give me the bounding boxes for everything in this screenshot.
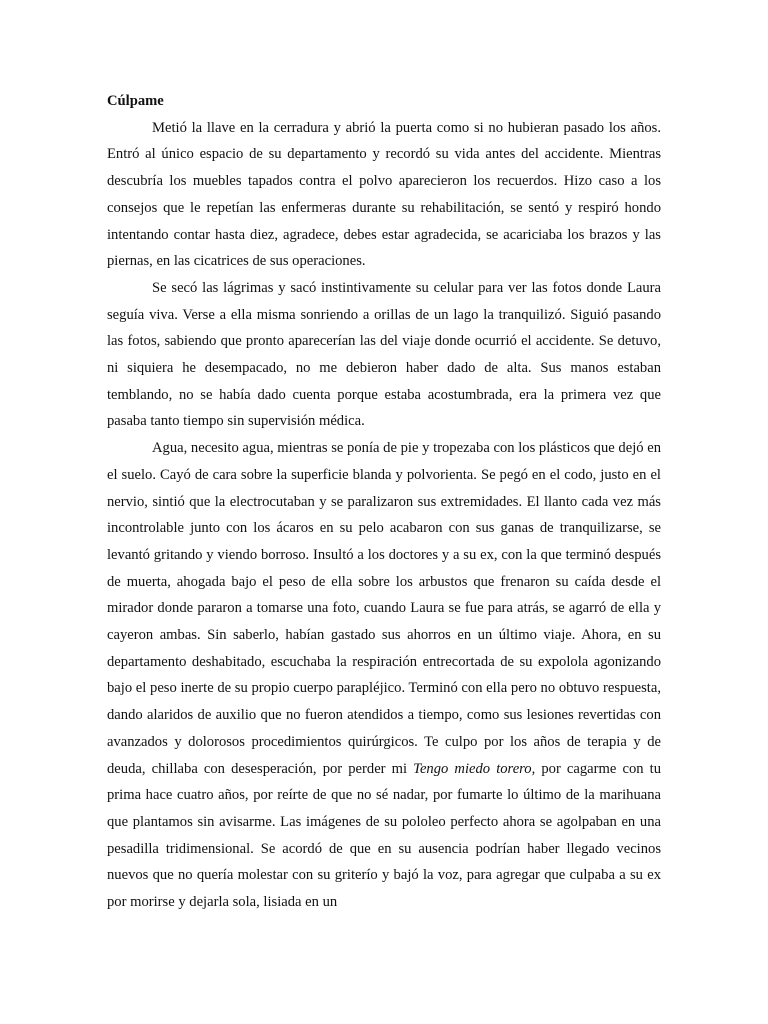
paragraph-1: Metió la llave en la cerradura y abrió la puerta como si no hubieran pasado los años. Entró al único espacio de su departamento y recordó su vida antes del accidente. Mientras descubría los muebles tapados contra el polvo aparecieron los recuerdos. Hizo caso a los consejos que le repetían las enfermeras durante su rehabilitación, se sentó y respiró hondo intentando contar hasta diez, agradece, debes estar agradecida, se acariciaba los brazos y las piernas, en las cicatrices de sus operaciones.: [107, 119, 661, 270]
paragraph-3-text-after: , por cagarme con tu prima hace cuatro años, por reírte de que no sé nadar, por fumarte lo último de la marihuana que plantamos sin avisarme. Las imágenes de su pololeo perfecto ahora se agolpaban en una pesadilla tridimensional. Se acordó de que en su ausencia podrían haber llegado vecinos nuevos que no quería molestar con su griterío y bajó la voz, para agregar que culpaba a su ex por morirse y dejarla sola, lisiada en un: [107, 760, 661, 911]
paragraph-3-text-before: Agua, necesito agua, mientras se ponía de pie y tropezaba con los plásticos que dejó en el suelo. Cayó de cara sobre la superficie blanda y polvorienta. Se pegó en el codo, justo en el nervio, sintió que la electrocutaban y se paralizaron sus extremidades. El llanto cada vez más incontrolable junto con los ácaros en su pelo acabaron con sus ganas de tranquilizarse, se levantó gritando y viendo borroso. Insultó a los doctores y a su ex, con la que terminó después de muerta, ahogada bajo el peso de ella sobre los arbustos que frenaron su caída desde el mirador donde pararon a tomarse una foto, cuando Laura se fue para atrás, se agarró de ella y cayeron ambas. Sin saberlo, habían gastado sus ahorros en un último viaje. Ahora, en su departamento deshabitado, escuchaba la respiración entrecortada de su expolola agonizando bajo el peso inerte de su propio cuerpo parapléjico. Terminó con ella pero no obtuvo respuesta, dando alaridos de auxilio que no fueron atendidos a tiempo, como sus lesiones revertidas con avanzados y dolorosos procedimientos quirúrgicos. Te culpo por los años de terapia y de deuda, chillaba con desesperación, por perder mi: [107, 440, 661, 777]
paragraph-3: [107, 435, 661, 916]
story-title: Cúlpame: [107, 93, 164, 109]
paragraph-2: Se secó las lágrimas y sacó instintivamente su celular para ver las fotos donde Laura seguía viva. Verse a ella misma sonriendo a orillas de un lago la tranquilizó. Siguió pasando las fotos, sabiendo que pronto aparecerían las del viaje donde ocurrió el accidente. Se detuvo, ni siquiera he desempacado, no me debieron haber dado de alta. Sus manos estaban temblando, no se había dado cuenta porque estaba acostumbrada, era la primera vez que pasaba tanto tiempo sin supervisión médica.: [107, 279, 661, 430]
paragraph-3-italic-title: Tengo miedo torero: [413, 760, 532, 777]
document-page: [107, 88, 661, 916]
